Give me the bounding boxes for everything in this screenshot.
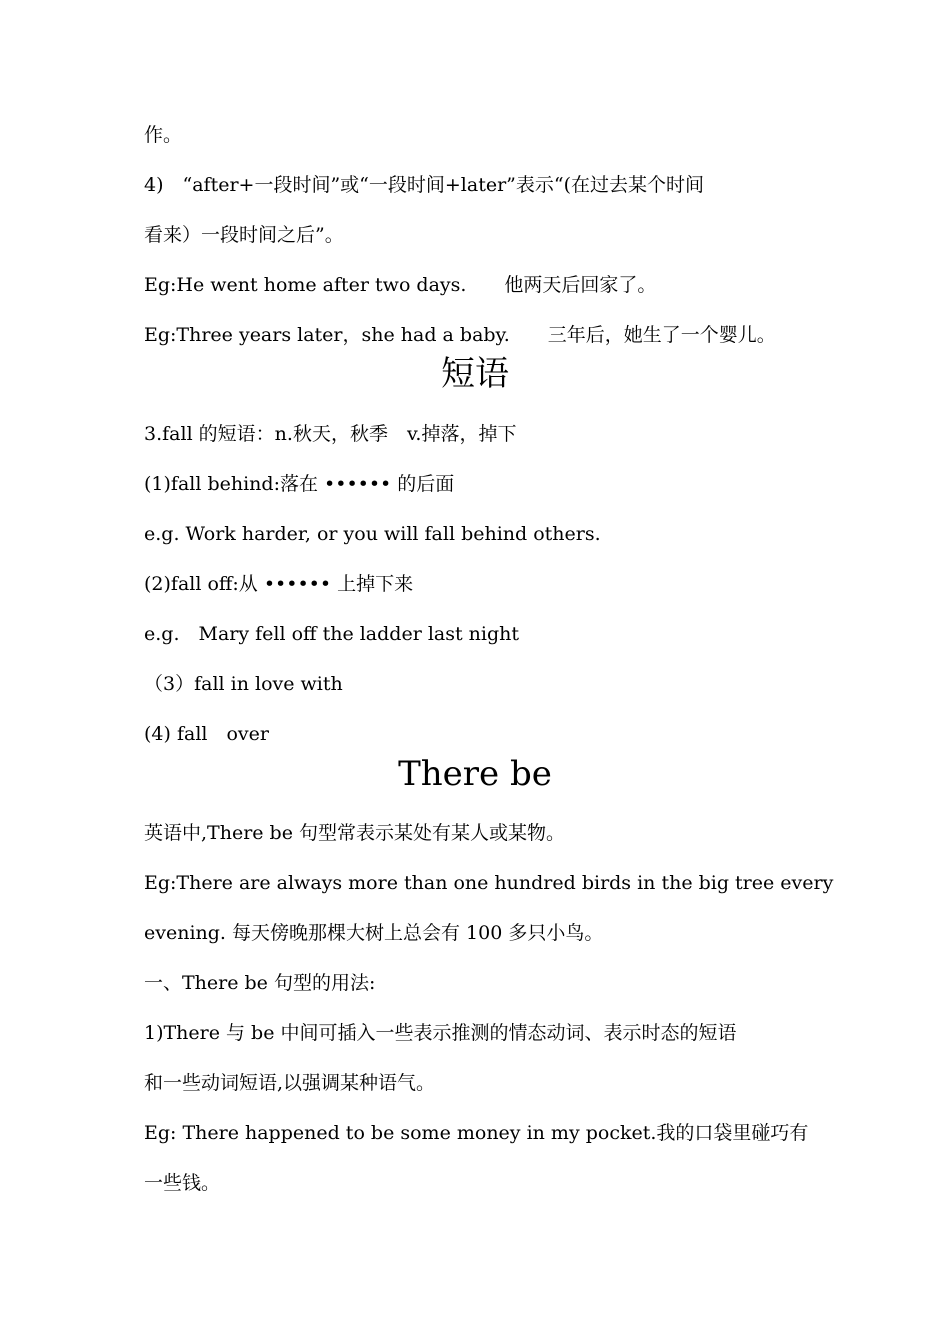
section-heading-there-be: There be (398, 754, 552, 794)
example-line: Eg:Three years later，she had a baby. 三年后，她生了一个婴儿。 (144, 324, 776, 346)
example-line: Eg: There happened to be some money in my pocket.我的口袋里碰巧有 (144, 1122, 809, 1144)
phrase-item: (1)fall behind:落在 •••••• 的后面 (144, 473, 455, 495)
example-line: e.g. Work harder, or you will fall behind others. (144, 523, 601, 545)
text-line: 1)There 与 be 中间可插入一些表示推测的情态动词、表示时态的短语 (144, 1022, 737, 1044)
text-line: 和一些动词短语,以强调某种语气。 (144, 1072, 436, 1094)
example-line: e.g. Mary fell off the ladder last night (144, 623, 519, 645)
example-line: Eg:There are always more than one hundred birds in the big tree every (144, 872, 834, 894)
section-heading-phrases: 短语 (441, 354, 509, 394)
text-line: 看来）一段时间之后”。 (144, 224, 344, 246)
text-line: 英语中,There be 句型常表示某处有某人或某物。 (144, 822, 566, 844)
subsection-title: 一、There be 句型的用法: (144, 972, 376, 994)
example-line: 一些钱。 (144, 1172, 221, 1194)
phrase-item: (2)fall off:从 •••••• 上掉下来 (144, 573, 414, 595)
text-line: 3.fall 的短语：n.秋天，秋季 v.掉落，掉下 (144, 423, 517, 445)
phrase-item: （3）fall in love with (144, 673, 343, 695)
text-line: 4) “after+一段时间”或“一段时间+later”表示“(在过去某个时间 (144, 174, 705, 196)
example-line: Eg:He went home after two days. 他两天后回家了。 (144, 274, 657, 296)
text-line: 作。 (144, 124, 183, 146)
phrase-item: (4) fall over (144, 723, 269, 745)
example-line: evening. 每天傍晚那棵大树上总会有 100 多只小鸟。 (144, 922, 604, 944)
